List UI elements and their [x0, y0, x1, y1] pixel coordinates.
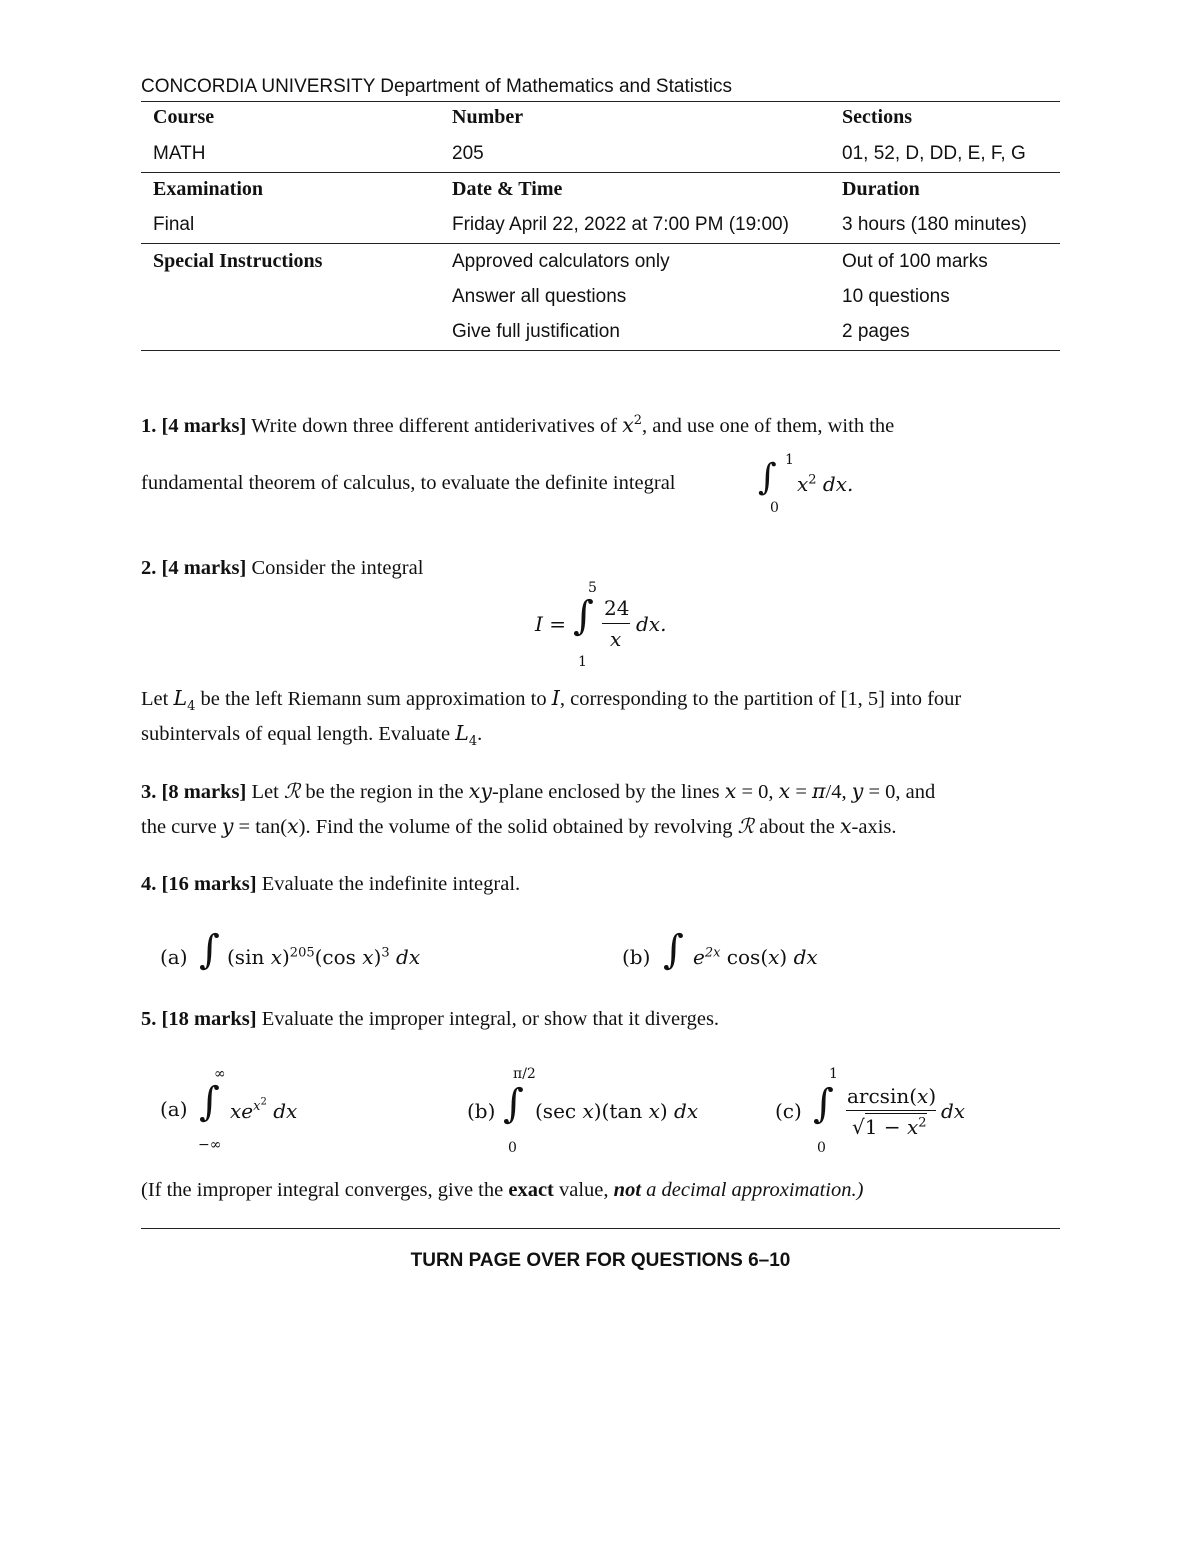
q3-text-e: the curve	[141, 816, 217, 838]
q5c-numerator: arcsin(x)	[847, 1084, 937, 1108]
instruction-3: Give full justification	[452, 321, 620, 342]
course-label: Course	[153, 106, 215, 128]
q3-number: 3.	[141, 781, 157, 803]
question-2-line-1	[141, 556, 1060, 582]
q3-text-h: -axis.	[851, 816, 897, 838]
sections-label: Sections	[842, 106, 912, 128]
duration-value: 3 hours (180 minutes)	[842, 214, 1027, 235]
q5-note-exact: exact	[508, 1179, 554, 1201]
q2-upper-limit: 5	[588, 580, 597, 596]
q4-marks: [16 marks]	[161, 873, 257, 895]
question-3-line-1: 3. [8 marks] Let ℛ be the region in the xy-plane enclosed by the lines x = 0, x = π/4, y = 0, and	[141, 779, 936, 803]
q2-intro: Consider the integral	[251, 557, 424, 579]
question-5-note	[141, 1178, 1060, 1204]
q5b-lower-limit: 0	[508, 1140, 517, 1156]
q2-text-d: subintervals of equal length. Evaluate	[141, 723, 451, 745]
q3-text-a: Let	[251, 781, 279, 803]
table-rule-1	[141, 172, 1060, 173]
q4-part-a-label: (a)	[160, 945, 188, 969]
sections-value: 01, 52, D, DD, E, F, G	[842, 143, 1026, 164]
question-1-line-2	[141, 471, 1060, 497]
q1-text-c: fundamental theorem of calculus, to evaluate the definite integral	[141, 472, 676, 494]
q3-marks: [8 marks]	[161, 781, 247, 803]
q3-text-g: about the	[759, 816, 835, 838]
q3-text-b: be the region in the	[305, 781, 464, 803]
q5b-integrand: (sec x)(tan x) dx	[535, 1099, 699, 1123]
q2-text-b: be the left Riemann sum approximation to	[200, 688, 547, 710]
q3-text-c: -plane enclosed by the lines	[491, 781, 720, 803]
q4b-integrand: $e^{2x}$ cos(x) dx	[693, 945, 818, 969]
question-2-line-3: subintervals of equal length. Evaluate $L_4$.	[141, 721, 483, 750]
q4-part-b-label: (b)	[622, 945, 651, 969]
datetime-value: Friday April 22, 2022 at 7:00 PM (19:00)	[452, 214, 789, 235]
question-3-line-2: the curve y = tan(x). Find the volume of the solid obtained by revolving ℛ about the x-axis.	[141, 814, 897, 838]
q1-text-b: , and use one of them, with the	[642, 415, 895, 437]
instruction-1: Approved calculators only	[452, 251, 670, 272]
info-1: Out of 100 marks	[842, 251, 988, 272]
q1-number: 1.	[141, 415, 157, 437]
q1-integral-sign: ∫	[758, 457, 777, 498]
q5a-integral-sign: ∫	[199, 1079, 220, 1125]
q1-integrand: $x^2$ dx.	[797, 472, 854, 496]
special-instructions-label: Special Instructions	[153, 250, 323, 272]
q2-integral-sign: ∫	[573, 593, 594, 639]
q5-note-b: value,	[559, 1179, 609, 1201]
q5a-upper-limit: ∞	[214, 1066, 226, 1082]
q2-I-equals: I =	[535, 612, 567, 636]
q5a-lower-limit: −∞	[198, 1137, 222, 1153]
course-value: MATH	[153, 143, 206, 164]
q4b-integral-sign: ∫	[663, 927, 684, 973]
q5-part-b-label: (b)	[467, 1099, 496, 1123]
table-top-rule	[141, 101, 1060, 102]
datetime-label: Date & Time	[452, 178, 563, 200]
q5-number: 5.	[141, 1008, 157, 1030]
question-5-line-1	[141, 1007, 1060, 1033]
q4a-integrand: (sin x)$^{205}$(cos x)$^3$ dx	[227, 945, 421, 969]
info-3: 2 pages	[842, 321, 910, 342]
q2-dx: dx.	[636, 612, 667, 636]
examination-label: Examination	[153, 178, 264, 200]
q5c-lower-limit: 0	[817, 1140, 826, 1156]
q5a-integrand: $xe^{x^2}$ dx	[230, 1097, 298, 1123]
q2-denominator: x	[610, 627, 622, 651]
table-bottom-rule	[141, 350, 1060, 351]
q5-note-not: not	[613, 1179, 642, 1201]
q1-upper-limit: 1	[785, 452, 794, 468]
footer-rule	[141, 1228, 1060, 1229]
page-header: CONCORDIA UNIVERSITY Department of Mathematics and Statistics	[141, 76, 732, 97]
q2-numerator: 24	[604, 596, 630, 620]
q5-text: Evaluate the improper integral, or show that it diverges.	[261, 1008, 720, 1030]
footer-turn-page: TURN PAGE OVER FOR QUESTIONS 6–10	[410, 1250, 791, 1271]
duration-label: Duration	[842, 178, 920, 200]
q5c-dx: dx	[941, 1099, 966, 1123]
q5-note-c: a decimal approximation.)	[646, 1179, 864, 1201]
q2-fraction-bar	[602, 623, 630, 624]
q2-marks: [4 marks]	[161, 557, 247, 579]
q5-part-c-label: (c)	[775, 1099, 802, 1123]
q5c-upper-limit: 1	[829, 1066, 838, 1082]
examination-value: Final	[153, 214, 195, 235]
q4-text: Evaluate the indefinite integral.	[261, 873, 521, 895]
q2-text-c: , corresponding to the partition of [1, 5] into four	[559, 688, 962, 710]
q1-marks: [4 marks]	[161, 415, 247, 437]
info-2: 10 questions	[842, 286, 950, 307]
question-4-line-1	[141, 872, 1060, 898]
q2-lower-limit: 1	[578, 654, 587, 670]
instruction-2: Answer all questions	[452, 286, 627, 307]
q1-text-a: Write down three different antiderivatives of	[251, 415, 618, 437]
q5c-denominator: $√1 - x^2$	[852, 1115, 927, 1139]
q4-number: 4.	[141, 873, 157, 895]
q5-part-a-label: (a)	[160, 1097, 188, 1121]
q5-note-a: (If the improper integral converges, give the	[141, 1179, 504, 1201]
q3-text-f: . Find the volume of the solid obtained by revolving	[305, 816, 733, 838]
q1-lower-limit: 0	[770, 500, 779, 516]
q2-text-a: Let	[141, 688, 169, 710]
number-label: Number	[452, 106, 524, 128]
q4a-integral-sign: ∫	[199, 927, 220, 973]
q5c-integral-sign: ∫	[813, 1081, 834, 1127]
question-2-line-2: Let $L_4$ be the left Riemann sum approximation to I, corresponding to the partition of [1, 5] into four	[141, 686, 962, 715]
q2-number: 2.	[141, 557, 157, 579]
q5-marks: [18 marks]	[161, 1008, 257, 1030]
question-1-line-1: 1. [4 marks] Write down three different antiderivatives of $x^2$, and use one of them, with the	[141, 413, 895, 437]
q3-text-d: , and	[895, 781, 936, 803]
q5c-fraction-bar	[846, 1110, 936, 1111]
q5b-upper-limit: π/2	[513, 1066, 536, 1082]
number-value: 205	[452, 143, 484, 164]
table-rule-2	[141, 243, 1060, 244]
q5b-integral-sign: ∫	[503, 1081, 524, 1127]
